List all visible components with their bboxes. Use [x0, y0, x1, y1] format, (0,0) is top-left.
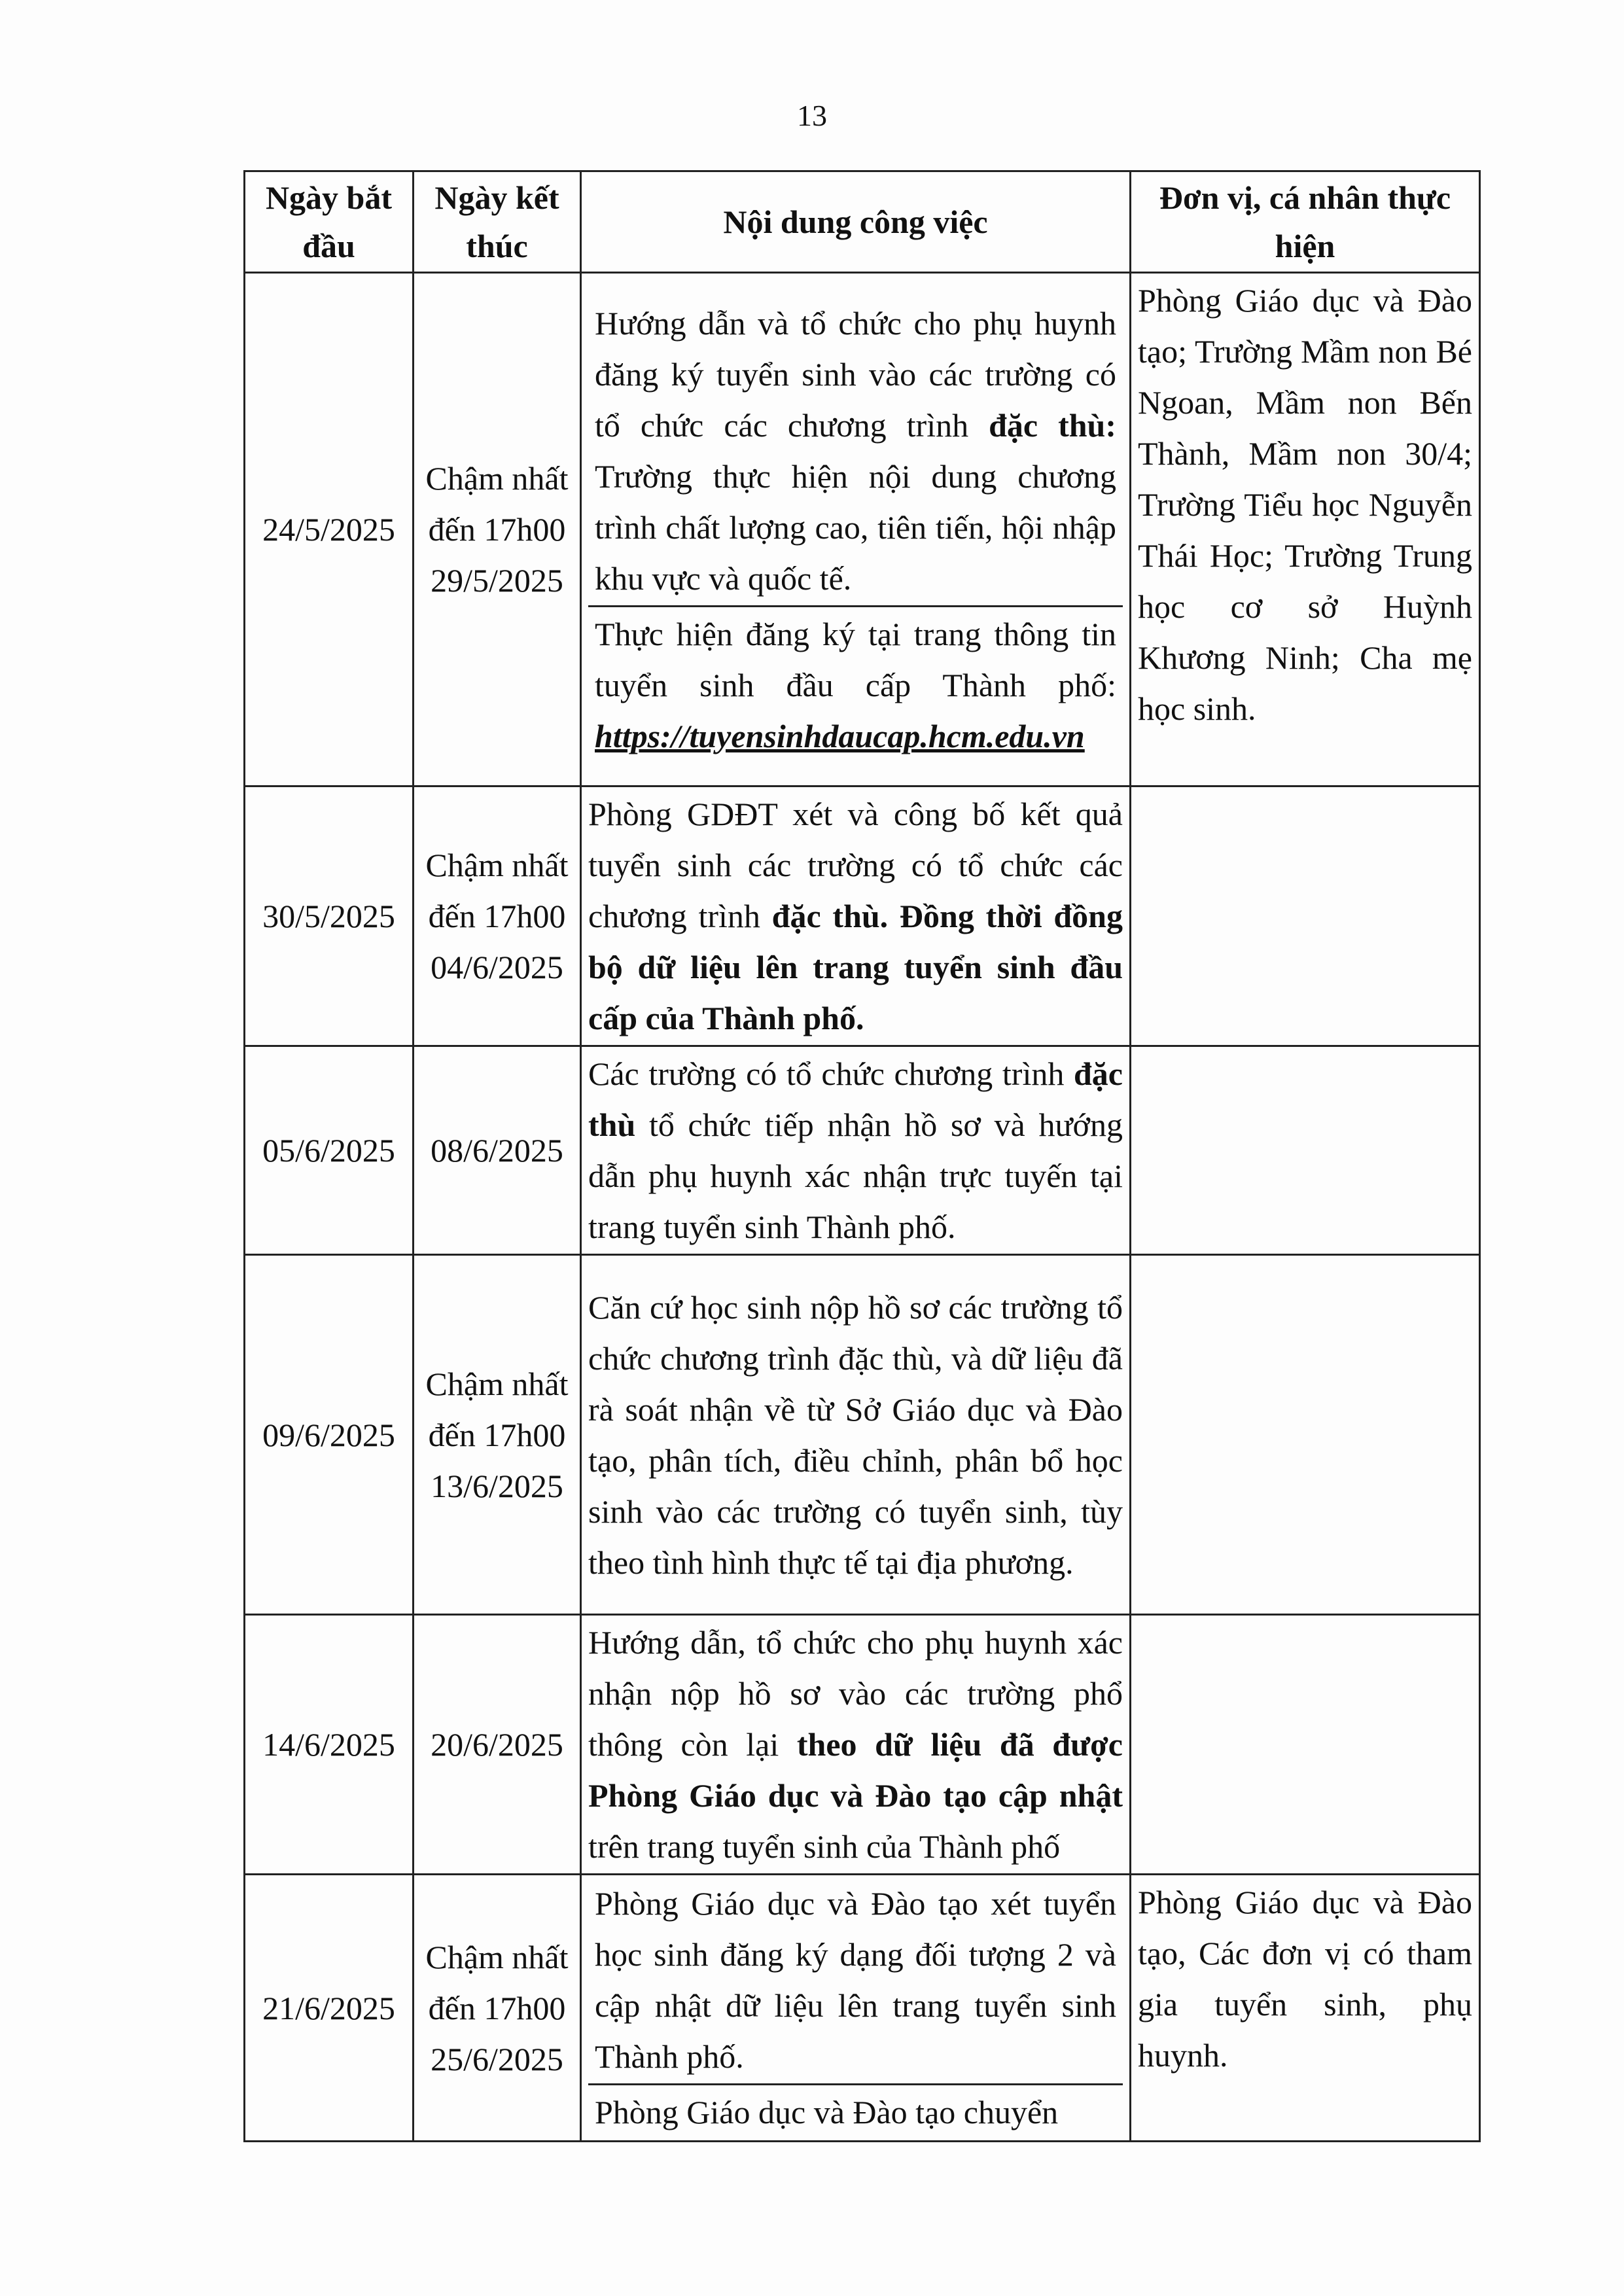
task-part: Phòng Giáo dục và Đào tạo xét tuyển học sinh đăng ký dạng đối tượng 2 và cập nhật dữ liệu lên trang tuyển sinh Thành phố. [595, 1885, 1116, 2075]
start-date: 14/6/2025 [245, 1615, 414, 1875]
header-start-date: Ngày bắt đầu [245, 171, 414, 273]
task-content: Các trường có tổ chức chương trình đặc thù tổ chức tiếp nhận hồ sơ và hướng dẫn phụ huynh xác nhận trực tuyến tại trang tuyển sinh Thành phố. [581, 1046, 1131, 1255]
table-row [245, 1875, 1480, 2142]
table-row [245, 1255, 1480, 1615]
responsible-unit: Phòng Giáo dục và Đào tạo; Trường Mầm non Bé Ngoan, Mầm non Bến Thành, Mầm non 30/4; Trường Tiểu học Nguyễn Thái Học; Trường Trung học cơ sở Huỳnh Khương Ninh; Cha mẹ học sinh. [1131, 273, 1480, 786]
end-date: 20/6/2025 [414, 1615, 581, 1875]
schedule-table [243, 170, 1481, 2142]
responsible-unit [1131, 786, 1480, 1046]
table-row [245, 1046, 1480, 1255]
start-date: 30/5/2025 [245, 786, 414, 1046]
page-number: 13 [797, 99, 827, 132]
responsible-unit [1131, 1255, 1480, 1615]
end-date: Chậm nhất đến 17h00 04/6/2025 [414, 786, 581, 1046]
table-row [245, 273, 1480, 786]
task-content [581, 273, 1131, 786]
end-date: Chậm nhất đến 17h00 29/5/2025 [414, 273, 581, 786]
responsible-unit [1131, 1046, 1480, 1255]
start-date: 24/5/2025 [245, 273, 414, 786]
start-date: 09/6/2025 [245, 1255, 414, 1615]
responsible-unit: Phòng Giáo dục và Đào tạo, Các đơn vị có tham gia tuyển sinh, phụ huynh. [1131, 1875, 1480, 2142]
task-content: Căn cứ học sinh nộp hồ sơ các trường tổ chức chương trình đặc thù, và dữ liệu đã rà soát nhận về từ Sở Giáo dục và Đào tạo, phân tích, điều chỉnh, phân bổ học sinh vào các trường có tuyển sinh, tùy theo tình hình thực tế tại địa phương. [581, 1255, 1131, 1615]
header-content: Nội dung công việc [581, 171, 1131, 273]
task-part: Hướng dẫn và tổ chức cho phụ huynh đăng ký tuyển sinh vào các trường có tổ chức các chương trình đặc thù: Trường thực hiện nội dung chương trình chất lượng cao, tiên tiến, hội nhập khu vực và quốc tế. [595, 304, 1117, 597]
header-row [245, 171, 1480, 273]
task-content: Hướng dẫn, tổ chức cho phụ huynh xác nhận nộp hồ sơ vào các trường phổ thông còn lại theo dữ liệu đã được Phòng Giáo dục và Đào tạo cập nhật trên trang tuyển sinh của Thành phố [581, 1615, 1131, 1875]
header-end-date: Ngày kết thúc [414, 171, 581, 273]
end-date: Chậm nhất đến 17h00 25/6/2025 [414, 1875, 581, 2142]
table-row [245, 1615, 1480, 1875]
responsible-unit [1131, 1615, 1480, 1875]
start-date: 05/6/2025 [245, 1046, 414, 1255]
header-unit: Đơn vị, cá nhân thực hiện [1131, 171, 1480, 273]
task-part: Phòng Giáo dục và Đào tạo chuyển [588, 2083, 1123, 2139]
task-part: Thực hiện đăng ký tại trang thông tin tuyển sinh đầu cấp Thành phố: https://tuyensinhdaucap.hcm.edu.vn [588, 605, 1123, 763]
end-date: 08/6/2025 [414, 1046, 581, 1255]
table-row [245, 786, 1480, 1046]
start-date: 21/6/2025 [245, 1875, 414, 2142]
task-content: Phòng GDĐT xét và công bố kết quả tuyển sinh các trường có tổ chức các chương trình đặc thù. Đồng thời đồng bộ dữ liệu lên trang tuyển sinh đầu cấp của Thành phố. [581, 786, 1131, 1046]
end-date: Chậm nhất đến 17h00 13/6/2025 [414, 1255, 581, 1615]
registration-link[interactable]: https://tuyensinhdaucap.hcm.edu.vn [595, 717, 1085, 754]
task-content [581, 1875, 1131, 2142]
